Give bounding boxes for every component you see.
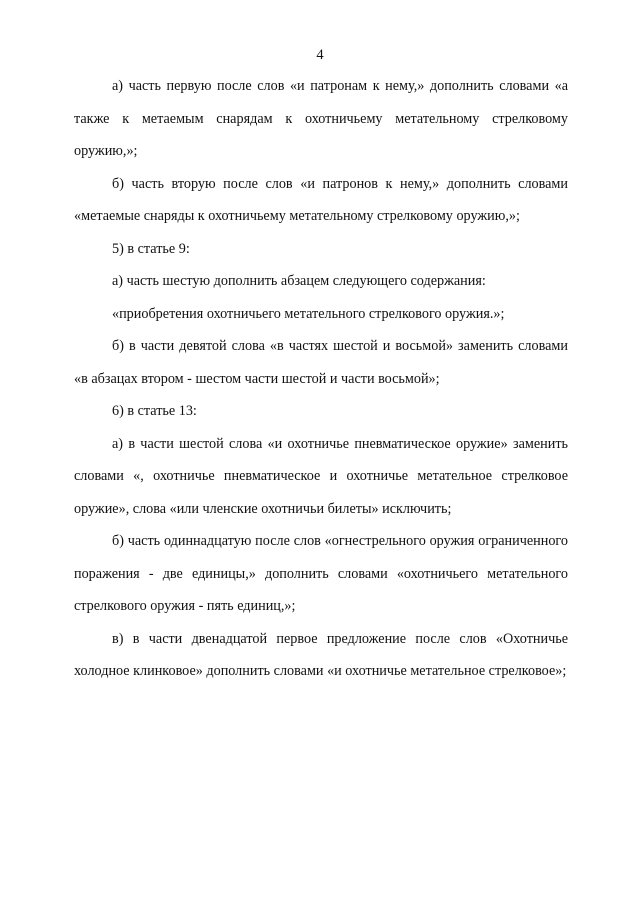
paragraph-article-13: 6) в статье 13: <box>112 403 197 419</box>
paragraph-a-part-six: а) часть шестую дополнить абзацем следующего содержания: <box>112 273 486 289</box>
paragraph-a-part-six-13: а) в части шестой слова «и охотничье пневматическое оружие» заменить словами «, охотничье пневматическое и охотничье метательное стрелковое оружие», слова «или членские охотничьи билеты» исключить; <box>74 435 568 517</box>
paragraph-b-part-two: б) часть вторую после слов «и патронов к нему,» дополнить словами «метаемые снаряды к охотничьему метательному стрелковому оружию,»; <box>74 175 568 224</box>
page-number: 4 <box>316 47 324 63</box>
paragraph-v-part-twelve: в) в части двенадцатой первое предложение после слов «Охотничье холодное клинковое» дополнить словами «и охотничье метательное стрелковое»; <box>74 630 568 679</box>
document-body <box>74 70 568 688</box>
paragraph-acquisition-quote: «приобретения охотничьего метательного стрелкового оружия.»; <box>112 305 505 322</box>
paragraph-b-part-nine: б) в части девятой слова «в частях шестой и восьмой» заменить словами «в абзацах втором - шестом части шестой и части восьмой»; <box>74 338 568 387</box>
paragraph-a-part-one: а) часть первую после слов «и патронам к нему,» дополнить словами «а также к метаемым снарядам к охотничьему метательному стрелковому оружию,»; <box>74 78 568 159</box>
paragraph-article-9: 5) в статье 9: <box>112 240 190 257</box>
paragraph-b-part-eleven: б) часть одиннадцатую после слов «огнестрельного оружия ограниченного поражения - две единицы,» дополнить словами «охотничьего метательного стрелкового оружия - пять единиц,»; <box>74 533 568 614</box>
